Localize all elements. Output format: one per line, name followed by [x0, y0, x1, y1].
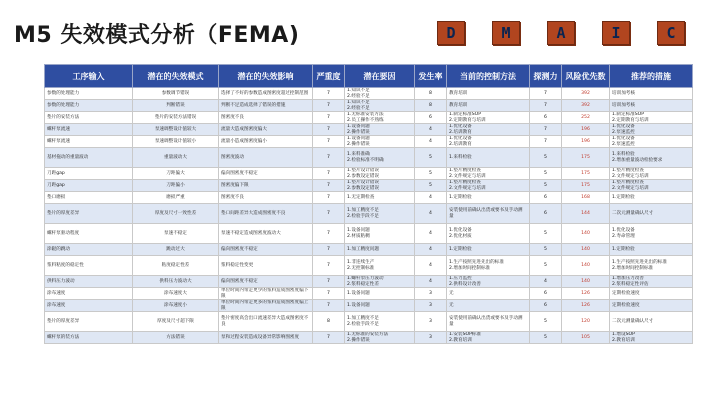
- cell-process-input: 螺杆泵流速: [45, 124, 133, 136]
- cell-potential-cause: 1.设备问题 2.操作错误: [345, 124, 415, 136]
- cell-detection: 7: [530, 100, 562, 112]
- cell-detection: 7: [530, 88, 562, 100]
- cell-process-input: 垫口磨损: [45, 192, 133, 204]
- cell-potential-cause: 1.垫片设计错误 2.参数设定错误: [345, 180, 415, 192]
- cell-recommended-actions: 1.定期检验: [610, 244, 693, 256]
- cell-rpn: 196: [562, 136, 610, 148]
- cell-failure-mode: 重量波动大: [133, 148, 219, 168]
- cell-failure-effect: 判断不足造成选择了错误的措施: [219, 100, 313, 112]
- table-row: [45, 276, 693, 288]
- cell-severity: 7: [313, 288, 345, 300]
- cell-current-controls: 1.优化设备 2.培训教育: [447, 124, 530, 136]
- cell-failure-mode: 泵速调整设计值较大: [133, 124, 219, 136]
- cell-failure-mode: 厚度及尺寸一致性差: [133, 204, 219, 224]
- cell-occurrence: 4: [415, 192, 447, 204]
- cell-potential-cause: 1.设备问题: [345, 288, 415, 300]
- cell-detection: 7: [530, 136, 562, 148]
- cell-process-input: 螺杆泵流速: [45, 136, 133, 148]
- cell-severity: 7: [313, 192, 345, 204]
- cell-rpn: 140: [562, 224, 610, 244]
- dmaic-letter-a: A: [547, 21, 575, 45]
- cell-current-controls: 1.定期检验: [447, 244, 530, 256]
- cell-failure-mode: 跳动过大: [133, 244, 219, 256]
- cell-occurrence: 3: [415, 300, 447, 312]
- cell-current-controls: 1.垫片精度检查 2.文件规定与培训: [447, 168, 530, 180]
- cell-current-controls: 1.来料检验: [447, 148, 530, 168]
- table-row: [45, 312, 693, 332]
- cell-process-input: 参数的处理能力: [45, 100, 133, 112]
- cell-process-input: 供料压力波动: [45, 276, 133, 288]
- cell-current-controls: 1.制定标准SOP 2.定期教育与培训: [447, 112, 530, 124]
- header-rpn: 风险优先数: [562, 65, 610, 88]
- header-potential-cause: 潜在要因: [345, 65, 415, 88]
- cell-current-controls: 1.压力监控 2.供料设计改善: [447, 276, 530, 288]
- cell-recommended-actions: 1.增加压力改善 2.浆料稳定性评估: [610, 276, 693, 288]
- table-row: [45, 256, 693, 276]
- header-failure-effect: 潜在的失效影响: [219, 65, 313, 88]
- cell-process-input: 基材拖动的重量波动: [45, 148, 133, 168]
- cell-potential-cause: 1.设备问题 2.材质粘稠: [345, 224, 415, 244]
- cell-failure-mode: 刀距偏小: [133, 180, 219, 192]
- cell-potential-cause: 1.螺杆泵压力波动 2.浆料稳定性差: [345, 276, 415, 288]
- cell-failure-effect: 垫口间距差异大造成图密度不良: [219, 204, 313, 224]
- cell-rpn: 105: [562, 332, 610, 344]
- cell-detection: 6: [530, 192, 562, 204]
- cell-potential-cause: 1.无定期检查: [345, 192, 415, 204]
- cell-occurrence: 4: [415, 136, 447, 148]
- cell-failure-mode: 方法错误: [133, 332, 219, 344]
- table-row: [45, 168, 693, 180]
- dmaic-letter-d: D: [437, 21, 465, 45]
- table-body: [45, 88, 693, 344]
- cell-failure-effect: 泵速不稳定造成图密度波动大: [219, 224, 313, 244]
- cell-failure-effect: 选择了不好的参数造成图密度超过控制范围: [219, 88, 313, 100]
- cell-failure-effect: 图密度不良: [219, 112, 313, 124]
- cell-recommended-actions: 1.优化设备 2.泵速监控: [610, 124, 693, 136]
- cell-detection: 6: [530, 300, 562, 312]
- cell-recommended-actions: 1.定期检验: [610, 192, 693, 204]
- table-row: [45, 224, 693, 244]
- cell-occurrence: 6: [415, 112, 447, 124]
- cell-rpn: 140: [562, 276, 610, 288]
- cell-severity: 7: [313, 276, 345, 288]
- cell-process-input: 涂布速度: [45, 300, 133, 312]
- cell-detection: 5: [530, 148, 562, 168]
- cell-recommended-actions: 培训加考核: [610, 100, 693, 112]
- table-row: [45, 300, 693, 312]
- cell-severity: 7: [313, 88, 345, 100]
- cell-failure-mode: 判断错误: [133, 100, 219, 112]
- cell-potential-cause: 1.加工精度问题: [345, 244, 415, 256]
- cell-detection: 5: [530, 180, 562, 192]
- page-title: M5 失效模式分析（FEMA): [14, 23, 300, 48]
- cell-occurrence: 4: [415, 124, 447, 136]
- cell-rpn: 392: [562, 88, 610, 100]
- cell-current-controls: 1.生产按照先进先出的标准 2.增加时间控制标准: [447, 256, 530, 276]
- cell-occurrence: 3: [415, 332, 447, 344]
- cell-failure-effect: 浆料稳定性变更: [219, 256, 313, 276]
- table-row: [45, 204, 693, 224]
- cell-occurrence: 8: [415, 88, 447, 100]
- cell-occurrence: 4: [415, 244, 447, 256]
- cell-rpn: 175: [562, 148, 610, 168]
- cell-rpn: 196: [562, 124, 610, 136]
- cell-recommended-actions: 1.增设SOP 2.教育培训: [610, 332, 693, 344]
- cell-severity: 7: [313, 168, 345, 180]
- table-row: [45, 136, 693, 148]
- cell-process-input: 螺杆泵驱动程度: [45, 224, 133, 244]
- cell-recommended-actions: 二次元测量确认尺寸: [610, 312, 693, 332]
- cell-recommended-actions: 1.优化设备 2.寿命管理: [610, 224, 693, 244]
- cell-potential-cause: 1.设备问题: [345, 300, 415, 312]
- cell-occurrence: 5: [415, 148, 447, 168]
- cell-rpn: 175: [562, 180, 610, 192]
- cell-rpn: 126: [562, 288, 610, 300]
- cell-process-input: 螺杆泵的装方法: [45, 332, 133, 344]
- cell-detection: 5: [530, 168, 562, 180]
- cell-current-controls: 安装使用前确认出货或要书及手动测量: [447, 204, 530, 224]
- cell-detection: 5: [530, 332, 562, 344]
- cell-recommended-actions: 定期检验速度: [610, 300, 693, 312]
- cell-failure-effect: 偏向图密度不稳定: [219, 244, 313, 256]
- cell-occurrence: 4: [415, 256, 447, 276]
- cell-current-controls: 1.优化设备 2.优化材质: [447, 224, 530, 244]
- cell-potential-cause: 1.来料准确 2.检验标准不明确: [345, 148, 415, 168]
- cell-process-input: 刀距gap: [45, 168, 133, 180]
- cell-process-input: 垫片的厚度差异: [45, 312, 133, 332]
- cell-potential-cause: 1.知识不足 2.经验不足: [345, 88, 415, 100]
- table-row: [45, 244, 693, 256]
- cell-failure-mode: 涂布速度小: [133, 300, 219, 312]
- cell-failure-mode: 供料压力波动大: [133, 276, 219, 288]
- cell-severity: 7: [313, 244, 345, 256]
- cell-severity: 7: [313, 180, 345, 192]
- cell-severity: 7: [313, 300, 345, 312]
- cell-severity: 7: [313, 124, 345, 136]
- dmaic-logo: [437, 21, 685, 45]
- cell-current-controls: 无: [447, 300, 530, 312]
- cell-current-controls: 教育培训: [447, 88, 530, 100]
- cell-current-controls: 无: [447, 288, 530, 300]
- cell-rpn: 140: [562, 256, 610, 276]
- cell-severity: 8: [313, 312, 345, 332]
- cell-process-input: 参数的处理能力: [45, 88, 133, 100]
- cell-potential-cause: 1.加工精度不足 2.检验手段不足: [345, 312, 415, 332]
- cell-occurrence: 4: [415, 276, 447, 288]
- cell-detection: 4: [530, 276, 562, 288]
- cell-failure-mode: 垫片的安装方法错误: [133, 112, 219, 124]
- cell-current-controls: 教育培训: [447, 100, 530, 112]
- header-current-controls: 当前的控制方法: [447, 65, 530, 88]
- header-occurrence: 发生率: [415, 65, 447, 88]
- table-row: [45, 100, 693, 112]
- cell-occurrence: 3: [415, 288, 447, 300]
- cell-potential-cause: 1.知识不足 2.经验不足: [345, 100, 415, 112]
- cell-severity: 7: [313, 204, 345, 224]
- cell-potential-cause: 1.垫片设计错误 2.参数设定错误: [345, 168, 415, 180]
- cell-occurrence: 5: [415, 168, 447, 180]
- cell-rpn: 126: [562, 300, 610, 312]
- cell-detection: 6: [530, 112, 562, 124]
- cell-rpn: 175: [562, 168, 610, 180]
- cell-failure-mode: 厚度及尺寸超下限: [133, 312, 219, 332]
- cell-potential-cause: 1.加工精度不足 2.检验手段不足: [345, 204, 415, 224]
- cell-current-controls: 1.优化设备 2.培训教育: [447, 136, 530, 148]
- cell-failure-mode: 刀距偏大: [133, 168, 219, 180]
- cell-failure-mode: 泵速不稳定: [133, 224, 219, 244]
- cell-severity: 7: [313, 148, 345, 168]
- cell-recommended-actions: 1.生产按照先进先出的标准 2.增加时间控制标准: [610, 256, 693, 276]
- table-row: [45, 192, 693, 204]
- dmaic-letter-c: C: [657, 21, 685, 45]
- cell-rpn: 392: [562, 100, 610, 112]
- cell-severity: 7: [313, 100, 345, 112]
- dmaic-letter-i: I: [602, 21, 630, 45]
- cell-rpn: 140: [562, 244, 610, 256]
- cell-rpn: 120: [562, 312, 610, 332]
- table-row: [45, 124, 693, 136]
- cell-failure-effect: 流量小造成图密度偏小: [219, 136, 313, 148]
- cell-detection: 6: [530, 288, 562, 300]
- cell-recommended-actions: 1.垫片精度检查 2.文件规定与培训: [610, 180, 693, 192]
- fmea-table-container: [44, 64, 692, 344]
- cell-recommended-actions: 定期检验速度: [610, 288, 693, 300]
- dmaic-letter-m: M: [492, 21, 520, 45]
- cell-failure-effect: 图密度偏下限: [219, 180, 313, 192]
- cell-recommended-actions: 二次元测量确认尺寸: [610, 204, 693, 224]
- cell-failure-effect: 单位时间内带走更多的浆料造成图密度偏上限: [219, 300, 313, 312]
- header-process-input: 工序输入: [45, 65, 133, 88]
- cell-process-input: 涂布速度: [45, 288, 133, 300]
- cell-current-controls: 安装使用前确认出货或要书及手动测量: [447, 312, 530, 332]
- cell-rpn: 144: [562, 204, 610, 224]
- cell-failure-effect: 泵和过程安装造成设备异常影响图密度: [219, 332, 313, 344]
- table-header-row: [45, 65, 693, 88]
- cell-severity: 7: [313, 112, 345, 124]
- cell-current-controls: 1.垫片精度检查 2.文件规定与培训: [447, 180, 530, 192]
- table-row: [45, 88, 693, 100]
- cell-recommended-actions: 1.垫片精度检查 2.文件规定与培训: [610, 168, 693, 180]
- cell-recommended-actions: 1.来料检验 2.增加重量波动检验要求: [610, 148, 693, 168]
- cell-failure-mode: 泵速调整设计值较小: [133, 136, 219, 148]
- cell-detection: 7: [530, 124, 562, 136]
- cell-occurrence: 4: [415, 204, 447, 224]
- cell-recommended-actions: 1.优化设备 2.泵速监控: [610, 136, 693, 148]
- cell-process-input: 浆料粘度的稳定性: [45, 256, 133, 276]
- cell-recommended-actions: 1.制定标准SOP 2.定期教育与培训: [610, 112, 693, 124]
- table-row: [45, 112, 693, 124]
- table-row: [45, 180, 693, 192]
- cell-detection: 5: [530, 256, 562, 276]
- cell-potential-cause: 1.无标准的安装方法 2.操作错误: [345, 332, 415, 344]
- cell-rpn: 168: [562, 192, 610, 204]
- table-row: [45, 288, 693, 300]
- header-severity: 严重度: [313, 65, 345, 88]
- cell-failure-effect: 流量大造成图密度偏大: [219, 124, 313, 136]
- cell-recommended-actions: 培训加考核: [610, 88, 693, 100]
- fmea-table: [44, 64, 693, 344]
- cell-failure-effect: 单位时间内带走更少的浆料造成图密度偏下限: [219, 288, 313, 300]
- cell-process-input: 垫片的安装方法: [45, 112, 133, 124]
- cell-failure-mode: 粘度稳定性差: [133, 256, 219, 276]
- cell-failure-effect: 图密度波动: [219, 148, 313, 168]
- cell-detection: 5: [530, 312, 562, 332]
- cell-process-input: 涂辊的跳动: [45, 244, 133, 256]
- cell-failure-effect: 偏向图密度不稳定: [219, 276, 313, 288]
- cell-severity: 7: [313, 256, 345, 276]
- cell-occurrence: 8: [415, 100, 447, 112]
- header-failure-mode: 潜在的失效模式: [133, 65, 219, 88]
- cell-failure-mode: 磨损严重: [133, 192, 219, 204]
- cell-severity: 7: [313, 332, 345, 344]
- cell-potential-cause: 1.非连续生产 2.无控制标准: [345, 256, 415, 276]
- cell-potential-cause: 1.设备问题 2.操作错误: [345, 136, 415, 148]
- cell-failure-mode: 涂布速度大: [133, 288, 219, 300]
- cell-process-input: 垫片的厚度差异: [45, 204, 133, 224]
- cell-severity: 7: [313, 224, 345, 244]
- cell-detection: 5: [530, 224, 562, 244]
- cell-occurrence: 4: [415, 224, 447, 244]
- cell-potential-cause: 1.无标准安装方法 2.员工操作不熟练: [345, 112, 415, 124]
- cell-rpn: 252: [562, 112, 610, 124]
- header-recommended-actions: 推荐的措施: [610, 65, 693, 88]
- cell-occurrence: 3: [415, 312, 447, 332]
- header-detection: 探测力: [530, 65, 562, 88]
- cell-current-controls: 1.安装SOP标准 2.教育培训: [447, 332, 530, 344]
- cell-failure-mode: 参数调节错误: [133, 88, 219, 100]
- cell-occurrence: 5: [415, 180, 447, 192]
- table-row: [45, 332, 693, 344]
- cell-current-controls: 1.定期检验: [447, 192, 530, 204]
- table-row: [45, 148, 693, 168]
- cell-failure-effect: 偏向图密度不稳定: [219, 168, 313, 180]
- cell-detection: 5: [530, 244, 562, 256]
- cell-process-input: 刀距gap: [45, 180, 133, 192]
- cell-detection: 6: [530, 204, 562, 224]
- cell-failure-effect: 垫片密度高会出口流速差异大造成图密度不良: [219, 312, 313, 332]
- cell-failure-effect: 图密度不良: [219, 192, 313, 204]
- cell-severity: 7: [313, 136, 345, 148]
